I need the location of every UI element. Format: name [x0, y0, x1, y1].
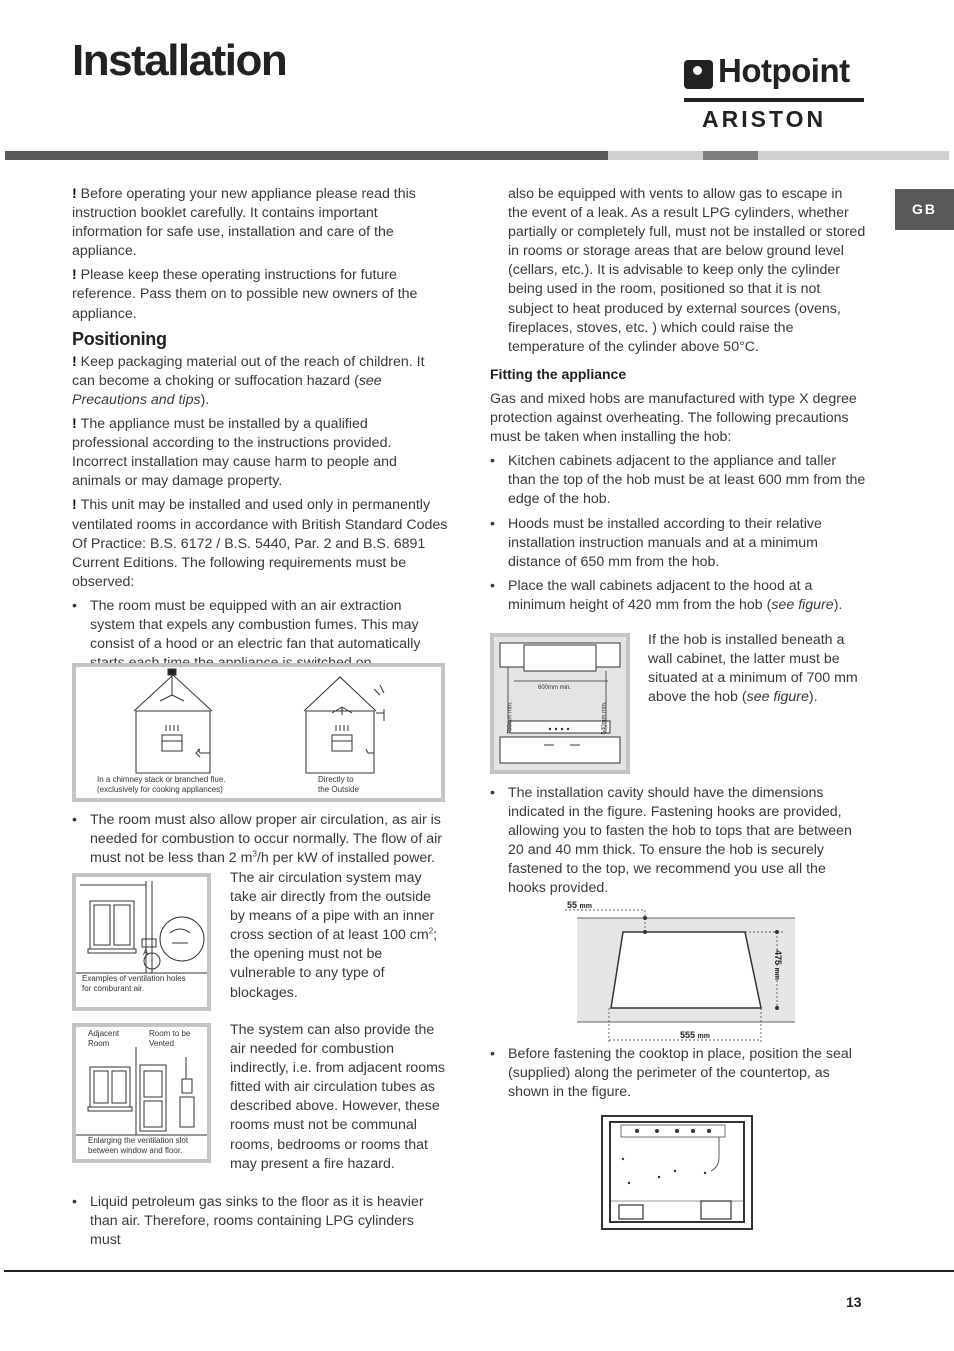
cabinet-height-label-1: 700mm min. — [507, 701, 514, 735]
list-item: • Place the wall cabinets adjacent to the hood at a minimum height of 420 mm from the hob (see figure). — [490, 577, 843, 613]
dim-555-label: 555 mm — [680, 1030, 710, 1040]
page-number: 13 — [846, 1294, 862, 1310]
brand-name: Hotpoint — [718, 52, 850, 89]
list-item: • Before fastening the cooktop in place, position the seal (supplied) along the perimeter of the countertop, as shown in the figure. — [490, 1046, 852, 1101]
wall-cabinet-text: If the hob is installed beneath a wall cabinet, the latter must be situated at a minimum of 700 mm above the hob (see figure). — [648, 632, 858, 706]
list-item: • Liquid petroleum gas sinks to the floor as it is heavier than air. Therefore, rooms containing LPG cylinders must — [72, 1194, 424, 1249]
left-column-mid — [72, 811, 448, 873]
figure-caption-outside: Directly to the Outside — [318, 775, 359, 794]
vented-room-label: Room to be Vented — [149, 1029, 191, 1048]
intro-paragraph-1: ! Before operating your new appliance please read this instruction booklet carefully. It contains important information for safe use, installation and care of the appliance. — [72, 186, 416, 260]
right-column-bottom — [490, 1045, 866, 1107]
dim-475-label: 475 mm — [773, 950, 783, 980]
brand-sub: ARISTON — [702, 106, 827, 132]
figure-caption-slot: Enlarging the ventilation slot between window and floor. — [88, 1136, 189, 1155]
language-tab: GB — [895, 189, 954, 230]
positioning-paragraph-3: ! This unit may be installed and used only in permanently ventilated rooms in accordance with British Standard Codes Of Practice: B.S. 6172 / B.S. 5440, Par. 2 and B.S. 6891 Current Editions. The following requirements must be observed: — [72, 497, 448, 590]
figure-wall-cabinet — [490, 633, 630, 774]
header-bar-light-end — [758, 151, 949, 160]
section-heading-fitting: Fitting the appliance — [490, 365, 627, 382]
figure-cavity-dimensions — [565, 898, 805, 1044]
figure-hob-seal — [601, 1115, 753, 1230]
right-column-top — [490, 185, 866, 620]
footer-rule — [4, 1270, 954, 1272]
cabinet-width-label: 600mm min. — [538, 685, 572, 691]
section-heading-positioning: Positioning — [72, 328, 167, 349]
figure-caption-chimney: In a chimney stack or branched flue. (exclusively for cooking appliances) — [97, 775, 226, 794]
list-item: • The room must be equipped with an air extraction system that expels any combustion fumes. This may consist of a hood or an electric fan that automatically — [72, 597, 421, 653]
list-item: • Hoods must be installed according to their relative installation instruction manuals and at a minimum distance of 650 mm from the hob. — [490, 515, 822, 570]
lpg-continued-paragraph: also be equipped with vents to allow gas to escape in the event of a leak. As a result LPG cylinders, whether partially or completely full, must not be installed or stored in rooms or storage areas that are below ground level (cellars, etc.). It is advisable to keep only the cylinder being used in the room, positioned so that it is not subject to heat produced by external sources (ovens, fireplaces, stoves, etc. ) which could raise the temperature of the cylinder above 50°C. — [508, 186, 866, 355]
figure-ventilation-holes — [72, 873, 211, 1011]
logo-mark-icon — [684, 60, 713, 89]
list-item: • The installation cavity should have the dimensions indicated in the figure. Fastening hooks are provided, allowing you to fasten the hob to tops that are between 20 and 40 mm thick. To ensure the hob is securely fastened to the top, we recommend you use all the hooks provided. — [490, 785, 852, 897]
hob-underside-diagram — [601, 1115, 753, 1230]
logo-divider — [684, 98, 864, 102]
indirect-air-text: The system can also provide the air needed for combustion indirectly, i.e. from adjacent rooms fitted with air circulation tubes as described above. However, these rooms must not be communal rooms, bedrooms or rooms that may present a fire hazard. — [230, 1022, 445, 1172]
cavity-diagram — [565, 898, 805, 1044]
figure-air-extraction — [72, 663, 445, 802]
vent-label-a: A — [143, 948, 149, 957]
right-column-mid — [490, 784, 866, 904]
header-bar-light — [608, 151, 703, 160]
positioning-paragraph-2: ! The appliance must be installed by a qualified professional according to the instructions provided. Incorrect installation may cause harm to people and animals or may damage property. — [72, 416, 397, 490]
list-item: • The room must also allow proper air circulation, as air is needed for combustion to occur normally. The flow of air must not be less than 2 $m^3/h$ per kW of installed power. — [72, 812, 442, 867]
dim-55-label: 55 mm — [567, 900, 592, 910]
list-item: • Kitchen cabinets adjacent to the appliance and taller than the top of the hob must be at least 600 mm from the edge of the hob. — [490, 453, 866, 508]
header-bar-mid — [703, 151, 758, 160]
brand-logo — [684, 52, 864, 134]
cabinet-height-label-2: 540mm min. — [601, 701, 608, 735]
left-column-top — [72, 185, 448, 678]
figure-caption-vent: Examples of ventilation holes for comburant air. — [82, 974, 186, 993]
left-column-bottom — [72, 1193, 448, 1255]
page-title: Installation — [72, 36, 287, 85]
adjacent-room-label: Adjacent Room — [88, 1029, 120, 1048]
intro-paragraph-2: ! Please keep these operating instructions for future reference. Pass them on to possible new owners of the appliance. — [72, 267, 418, 322]
header-bar-dark — [5, 151, 608, 160]
fitting-intro-paragraph: Gas and mixed hobs are manufactured with type X degree protection against overheating. The following precautions must be taken when installing the hob: — [490, 390, 857, 446]
air-circulation-text: The air circulation system may take air directly from the outside by means of a pipe with an inner cross section of at least 100 $cm^2$; the opening must not be vulnerable to any type of blockages. — [230, 870, 438, 1001]
figure-adjacent-room — [72, 1023, 211, 1163]
positioning-paragraph-1: ! Keep packaging material out of the reach of children. It can become a choking or suffocation hazard (see Precautions and tips). — [72, 353, 425, 408]
